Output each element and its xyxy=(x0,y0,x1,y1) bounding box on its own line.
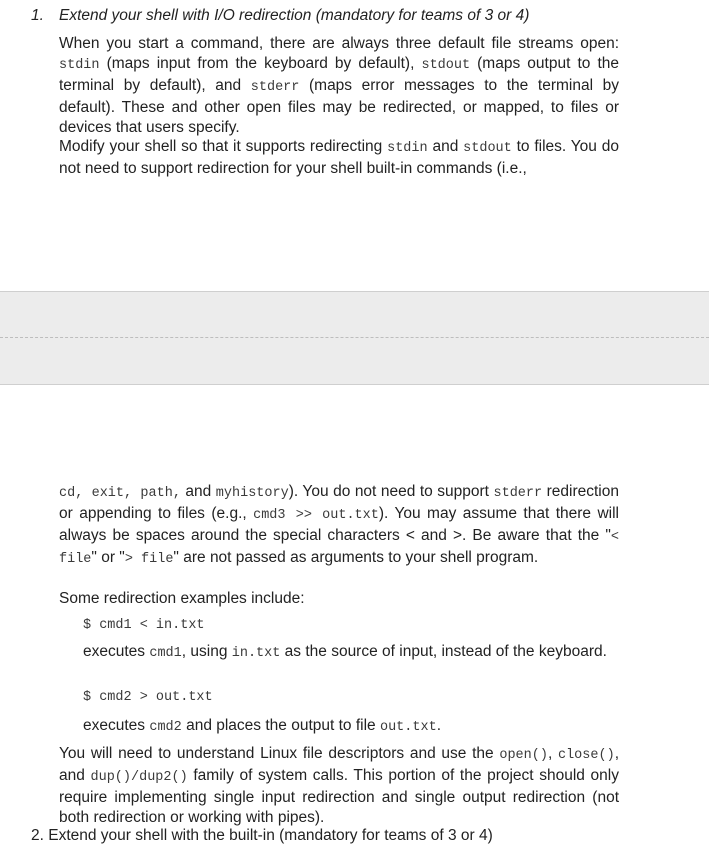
paragraph-system-calls xyxy=(59,744,619,828)
text-run: Modify your shell so that it supports redirecting xyxy=(59,138,388,155)
text-run: ). You may assume that there will always be spaces around the special characters < and >. Be aware that the " xyxy=(59,505,619,544)
code-cmd1: cmd1 xyxy=(149,646,182,661)
example-command-2: $ cmd2 > out.txt xyxy=(83,690,213,705)
paragraph-examples-intro xyxy=(59,589,619,609)
text-run: , xyxy=(547,745,558,762)
text-run: redirection or appending to files (e.g., xyxy=(59,483,619,522)
text-run: Some redirection examples include: xyxy=(59,590,305,607)
page-break-band xyxy=(0,291,709,385)
code-open: open() xyxy=(499,748,548,763)
code-cmd2: cmd2 xyxy=(149,720,182,735)
code-append-example: cmd3 >> out.txt xyxy=(253,508,379,523)
code-close: close() xyxy=(557,748,615,763)
text-run: (maps error messages to the terminal by default). These and other open files may be redirected, or mapped, to files or devices that users specify. xyxy=(59,77,619,136)
text-run: , and xyxy=(59,745,619,784)
text-run: to files. You do not need to support redirection for your shell built-in commands (i.e., xyxy=(59,138,619,177)
code-stderr: stderr xyxy=(250,80,300,95)
text-run: ). You do not need to support xyxy=(288,483,494,500)
item-title: Extend your shell with I/O redirection (mandatory for teams of 3 or 4) xyxy=(59,7,530,24)
section-heading xyxy=(31,6,529,26)
page-break-divider xyxy=(0,337,709,338)
text-run: . xyxy=(436,717,441,734)
example-command-1: $ cmd1 < in.txt xyxy=(83,618,205,633)
next-item-cut-off xyxy=(31,822,591,844)
text-run: " are not passed as arguments to your shell program. xyxy=(173,549,539,566)
code-stdout: stdout xyxy=(421,58,471,73)
text-run: (maps output to the terminal by default), and xyxy=(59,55,619,94)
code-output-file: > file xyxy=(124,552,174,567)
text-run: and places the output to file xyxy=(181,717,380,734)
code-stdout: stdout xyxy=(463,141,512,156)
text-run: When you start a command, there are always three default file streams open: xyxy=(59,35,619,52)
text-run: (maps input from the keyboard by default), xyxy=(99,55,422,72)
code-stderr: stderr xyxy=(493,486,543,501)
text-run: " or " xyxy=(91,549,125,566)
paragraph-file-streams xyxy=(59,34,619,138)
text-run: executes xyxy=(83,717,150,734)
text-run: and xyxy=(427,138,464,155)
example-description-2 xyxy=(83,716,619,738)
next-item-text: 2. Extend your shell with the built-in (mandatory for teams of 3 or 4) xyxy=(31,827,493,844)
code-input-file: < file xyxy=(59,530,619,567)
paragraph-modify-shell xyxy=(59,137,619,179)
text-run: , using xyxy=(181,643,232,660)
paragraph-redirection-rules xyxy=(59,482,619,570)
code-stdin: stdin xyxy=(387,141,428,156)
text-run: and xyxy=(180,483,216,500)
text-run: executes xyxy=(83,643,150,660)
example-description-1 xyxy=(83,642,619,664)
code-dup: dup()/dup2() xyxy=(90,770,188,785)
text-run: You will need to understand Linux file descriptors and use the xyxy=(59,745,500,762)
code-builtins: cd, exit, path, xyxy=(59,486,181,501)
code-in-txt: in.txt xyxy=(231,646,281,661)
item-number: 1. xyxy=(31,7,44,24)
text-run: family of system calls. This portion of the project should only require implementing single input redirection and single output redirection (not both redirection or working with pipes). xyxy=(59,767,619,826)
code-out-txt: out.txt xyxy=(379,720,437,735)
code-myhistory: myhistory xyxy=(215,486,289,501)
text-run: as the source of input, instead of the keyboard. xyxy=(280,643,607,660)
code-stdin: stdin xyxy=(59,58,100,73)
